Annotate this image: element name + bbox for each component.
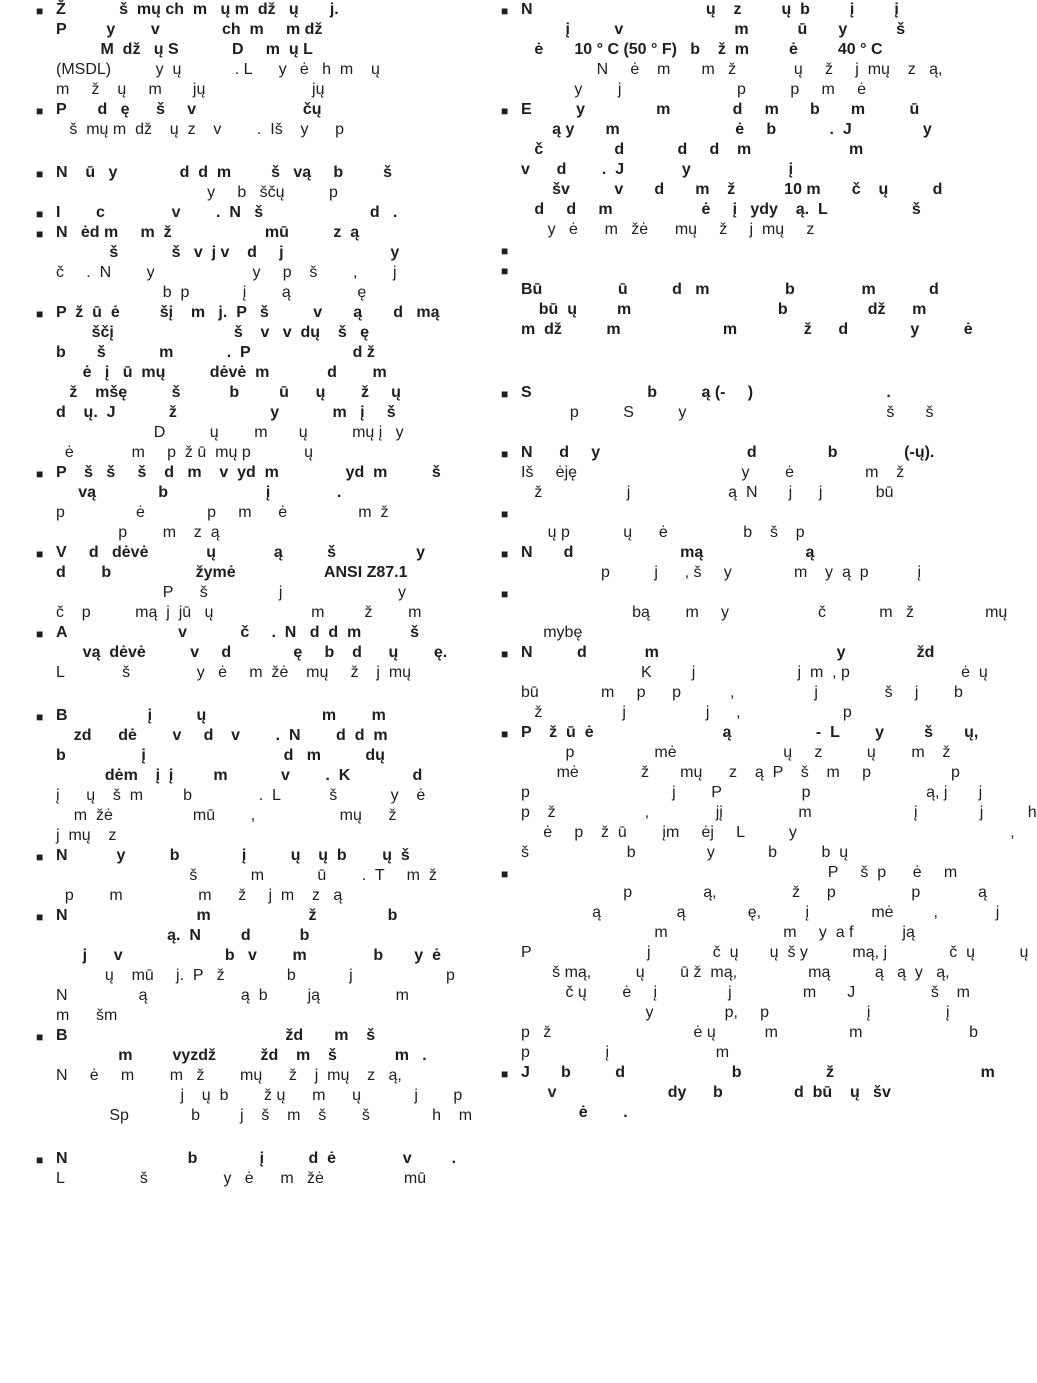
text-line: į ų š m b . L š y ė — [56, 787, 426, 804]
text-line — [521, 583, 926, 603]
bullet-square-icon: ■ — [501, 587, 509, 601]
text-line: ė . — [521, 1104, 628, 1121]
text-line: j v b v m b y ė — [56, 947, 441, 964]
text-line: N d mą ą — [521, 544, 815, 561]
bullet-square-icon: ■ — [36, 227, 44, 241]
text-line: P j č ų ų š y mą, j č ų ų — [521, 944, 1029, 961]
text-line: ė į ū mų dėvė m d m — [56, 364, 387, 381]
text-line: vą dėvė v d ę b d ų ę. — [56, 644, 448, 661]
bullet-item — [36, 463, 461, 543]
bullet-square-icon: ■ — [36, 910, 44, 924]
text-line: d ų. J ž y m į š — [56, 404, 396, 421]
text-line: N ą ą b ją m — [56, 987, 409, 1004]
bullet-item — [36, 1149, 461, 1189]
text-line: Sp b j š m š š h m — [56, 1107, 473, 1124]
text-line: dėm į į m v . K d — [56, 767, 423, 784]
text-line: N d y d b (-ų). — [521, 444, 935, 461]
bullet-item — [36, 1026, 473, 1126]
text-line: V d dėvė ų ą š y — [56, 544, 425, 561]
bullet-item — [36, 203, 461, 223]
left-column — [36, 0, 473, 1189]
text-line: B į ų m m — [56, 707, 386, 724]
text-line: p į m — [521, 1044, 730, 1061]
text-line: b į d m dų — [56, 747, 385, 764]
text-line: B žd m š — [56, 1027, 376, 1044]
text-line — [521, 503, 926, 523]
bullet-item — [36, 906, 461, 1026]
bullet-square-icon: ■ — [36, 850, 44, 864]
text-line: (MSDL) y ų . L y ė h m ų — [56, 61, 380, 78]
text-line: ė p ž ū įm ėj L y , — [521, 824, 1015, 841]
text-line: ščį š v v dų š ę — [56, 324, 369, 341]
text-line: d b žymė ANSI Z87.1 — [56, 564, 408, 581]
text-line: ų p ų ė b š p — [521, 524, 805, 541]
text-line: L š y ė m žė mū — [56, 1170, 427, 1187]
text-line: šv v d m ž 10 m č ų d — [521, 181, 943, 198]
bullet-square-icon: ■ — [501, 4, 509, 18]
text-line: Bū ū d m b m d — [521, 281, 939, 298]
bullet-item — [501, 383, 934, 423]
text-line: P ž ū ė ą - L y š ų, — [521, 724, 979, 741]
bullet-square-icon: ■ — [501, 104, 509, 118]
bullet-item — [36, 223, 461, 303]
text-line: ž j j , p — [521, 704, 852, 721]
text-line — [521, 260, 926, 280]
text-line: zd dė v d v . N d d m — [56, 727, 388, 744]
text-line: m šm — [56, 1007, 118, 1024]
text-line: į v m ū y š — [521, 21, 906, 38]
bullet-item — [501, 240, 926, 260]
text-line: p ą, ž p p ą — [521, 884, 987, 901]
text-line: N d m y žd — [521, 644, 935, 661]
text-line: bū ų m b dž m — [521, 301, 927, 318]
text-line: I c v . N š d . — [56, 204, 398, 221]
bullet-square-icon: ■ — [36, 547, 44, 561]
text-line: b p į ą ę — [56, 284, 367, 301]
text-line: M dž ų S D m ų L — [56, 41, 313, 58]
text-line: m vyzdž žd m š m . — [56, 1047, 427, 1064]
bullet-item — [36, 543, 461, 623]
text-line: ž mšę š b ū ų ž ų — [56, 384, 401, 401]
bullet-square-icon: ■ — [501, 264, 509, 278]
bullet-square-icon: ■ — [36, 1153, 44, 1167]
text-line: v dy b d bū ų šv — [521, 1084, 891, 1101]
text-line: p ė p m ė m ž — [56, 504, 389, 521]
text-line: N ė m m ž ų ž j mų z ą, — [521, 61, 943, 78]
text-line: Ž š mų ch m ų m dž ų j. — [56, 1, 339, 18]
text-line: m žė mū , mų ž — [56, 807, 397, 824]
bullet-square-icon: ■ — [36, 4, 44, 18]
bullet-square-icon: ■ — [501, 867, 509, 881]
bullet-item — [36, 303, 461, 463]
text-line: š mą, ų ū ž mą, mą ą ą y ą, — [521, 964, 950, 981]
bullet-item — [501, 643, 988, 723]
text-line: D ų m ų mų į y — [56, 424, 404, 441]
text-line — [521, 240, 926, 260]
text-line: č d d d m m — [521, 141, 864, 158]
text-line: vą b į . — [56, 484, 342, 501]
bullet-square-icon: ■ — [501, 507, 509, 521]
text-line: Iš ėję y ė m ž — [521, 464, 905, 481]
bullet-square-icon: ■ — [36, 104, 44, 118]
bullet-item — [36, 846, 461, 906]
text-line: č p mą j jū ų m ž m — [56, 604, 422, 621]
text-line: d d m ė į ydy ą. L š — [521, 201, 921, 218]
text-line: p S y š š — [521, 404, 934, 421]
text-line: N ū y d d m š vą b š — [56, 164, 393, 181]
text-line: ą. N d b — [56, 927, 310, 944]
bullet-square-icon: ■ — [36, 207, 44, 221]
text-line: š m ū . T m ž — [56, 867, 437, 884]
text-line: j ų b ž ų m ų j p — [56, 1087, 463, 1104]
text-line: S b ą (- ) . — [521, 384, 891, 401]
text-line: ą y m ė b . J y — [521, 121, 932, 138]
text-line: p ž ė ų m m b — [521, 1024, 978, 1041]
text-line: N b į d ė v . — [56, 1150, 457, 1167]
text-line: mybę — [521, 624, 583, 641]
text-line: š mų m dž ų z v . Iš y p — [56, 121, 345, 138]
text-line: č ų ė į j m J š m — [521, 984, 970, 1001]
text-line: j mų z — [56, 827, 117, 844]
text-line: š š v j v d j y — [56, 244, 400, 261]
text-line: bą m y č m ž mų — [521, 604, 1008, 621]
text-line: bū m p p , j š j b — [521, 684, 963, 701]
bullet-item — [501, 100, 943, 240]
text-line: č . N y y p š , j — [56, 264, 397, 281]
text-line: E y m d m b m ū — [521, 101, 920, 118]
text-line: N ų z ų b į į — [521, 1, 899, 18]
bullet-item — [501, 0, 943, 100]
text-line: L š y ė m žė mų ž j mų — [56, 664, 412, 681]
text-line: y j p p m ė — [521, 81, 866, 98]
bullet-item — [36, 100, 461, 140]
bullet-square-icon: ■ — [36, 710, 44, 724]
text-line: ž j ą N j j bū — [521, 484, 894, 501]
text-line: N y b į ų ų b ų š — [56, 847, 410, 864]
bullet-item — [36, 163, 461, 203]
text-line: p m z ą — [56, 524, 220, 541]
text-line: y p, p į į — [521, 1004, 950, 1021]
text-line: P š j y — [56, 584, 406, 601]
bullet-square-icon: ■ — [501, 547, 509, 561]
text-line: p m m ž j m z ą — [56, 887, 343, 904]
text-line: A v č . N d d m š — [56, 624, 420, 641]
text-line: š b y b b ų — [521, 844, 849, 861]
text-line: P ž ū ė šį m j. P š v ą d mą — [56, 304, 440, 321]
bullet-item — [501, 1063, 995, 1123]
bullet-square-icon: ■ — [36, 307, 44, 321]
text-line: v d . J y į — [521, 161, 794, 178]
text-line: p mė ų z ų m ž — [521, 744, 951, 761]
text-line: N m ž b — [56, 907, 398, 924]
bullet-square-icon: ■ — [36, 627, 44, 641]
bullet-item — [501, 583, 1008, 643]
text-line: ą ą ę, į mė , j — [521, 904, 1000, 921]
bullet-square-icon: ■ — [36, 467, 44, 481]
text-line: m dž m m ž d y ė — [521, 321, 973, 338]
bullet-square-icon: ■ — [501, 244, 509, 258]
text-line: y b ščų p — [56, 184, 338, 201]
bullet-item — [501, 443, 935, 503]
bullet-square-icon: ■ — [501, 727, 509, 741]
bullet-square-icon: ■ — [501, 447, 509, 461]
text-line: m ž ų m jų jų — [56, 81, 325, 98]
text-line: y ė m žė mų ž j mų z — [521, 221, 815, 238]
right-column — [501, 0, 1037, 1123]
bullet-item — [501, 543, 926, 583]
text-line: P š š š d m v yd m yd m š — [56, 464, 441, 481]
text-line: p j P p ą, j j — [521, 784, 983, 801]
bullet-square-icon: ■ — [501, 1067, 509, 1081]
text-line: J b d b ž m — [521, 1064, 995, 1081]
text-line: ė m p ž ū mų p ų — [56, 444, 313, 461]
text-line: b š m . P d ž — [56, 344, 375, 361]
bullet-square-icon: ■ — [501, 647, 509, 661]
text-line: p j , š y m y ą p į — [521, 564, 922, 581]
text-line: P d ę š v čų — [56, 101, 322, 118]
text-line: mė ž mų z ą P š m p p — [521, 764, 960, 781]
text-line: P š p ė m — [521, 864, 958, 881]
bullet-item — [36, 0, 461, 100]
text-line: P y v ch m m dž — [56, 21, 323, 38]
text-line: ų mū j. P ž b j p — [56, 967, 455, 984]
text-line: N ė m m ž mų ž j mų z ą, — [56, 1067, 402, 1084]
text-line: m m y a f ją — [521, 924, 915, 941]
text-line: K j j m , p ė ų — [521, 664, 988, 681]
bullet-square-icon: ■ — [36, 1030, 44, 1044]
bullet-square-icon: ■ — [501, 387, 509, 401]
bullet-item — [501, 863, 1029, 1063]
bullet-square-icon: ■ — [36, 167, 44, 181]
bullet-item — [501, 723, 1037, 863]
text-line: N ėd m m ž mū z ą — [56, 224, 360, 241]
text-line: ė 10 ° C (50 ° F) b ž m ė 40 ° C — [521, 41, 883, 58]
bullet-item — [36, 623, 461, 683]
bullet-item — [501, 260, 973, 340]
bullet-item — [501, 503, 926, 543]
bullet-item — [36, 706, 461, 846]
text-line: p ž , jį m į j h — [521, 804, 1037, 821]
